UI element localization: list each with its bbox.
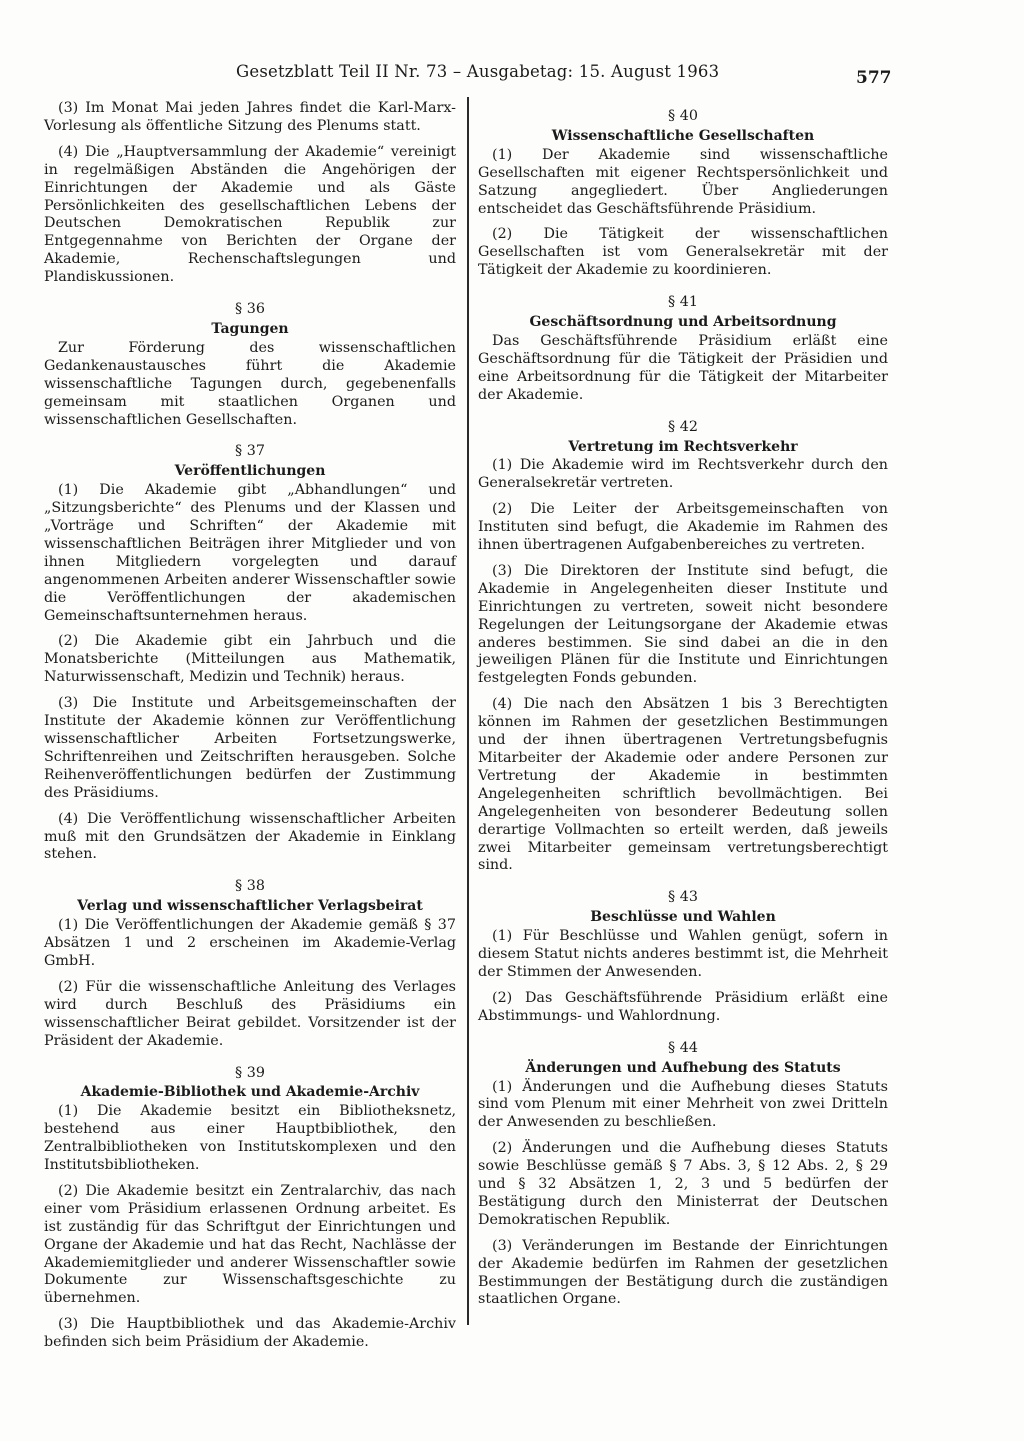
section-number: § 42 xyxy=(668,418,698,435)
paragraph: (4) Die Veröffentlichung wissenschaftlicher Arbeiten muß mit den Grundsätzen der Akademie in Einklang stehen. xyxy=(44,810,456,863)
paragraph: (2) Änderungen und die Aufhebung dieses Statuts sowie Beschlüsse gemäß § 7 Abs. 3, § 12 Abs. 2, § 29 und § 32 Absätzen 1, 2, 3 und 5 bedürfen der Bestätigung durch den Ministerrat der Deutschen Demokratischen Republik. xyxy=(478,1140,888,1228)
column-divider xyxy=(467,97,469,1325)
section-number: § 43 xyxy=(668,889,698,906)
section-number: § 40 xyxy=(668,108,698,124)
section-heading: Verlag und wissenschaftlicher Verlagsbeirat xyxy=(77,898,423,915)
paragraph: (1) Für Beschlüsse und Wahlen genügt, sofern in diesem Statut nichts anderes bestimmt ist, die Mehrheit der Stimmen der Anwesenden. xyxy=(478,928,888,980)
paragraph: (2) Das Geschäftsführende Präsidium erläßt eine Abstimmungs- und Wahlordnung. xyxy=(478,989,888,1024)
section-number: § 44 xyxy=(668,1039,698,1056)
paragraph: (2) Die Akademie gibt ein Jahrbuch und die Monatsberichte (Mitteilungen aus Mathematik, Naturwissenschaft, Medizin und Technik) heraus. xyxy=(44,633,456,686)
section-heading: Akademie-Bibliothek und Akademie-Archiv xyxy=(80,1084,420,1101)
paragraph: Das Geschäftsführende Präsidium erläßt eine Geschäftsordnung für die Tätigkeit der Präsidien und eine Arbeitsordnung für die Tätigkeit der Mitarbeiter der Akademie. xyxy=(478,332,888,403)
section-heading: Beschlüsse und Wahlen xyxy=(590,909,776,926)
section-number: § 41 xyxy=(668,294,698,311)
section-heading: Tagungen xyxy=(211,320,289,337)
paragraph: (4) Die nach den Absätzen 1 bis 3 Berechtigten können im Rahmen der gesetzlichen Bestimmungen und der ihnen übertragenen Vertretungsbefugnis Mitarbeiter der Akademie oder andere Personen zur Vertretung der Akademie in bestimmten Angelegenheiten schriftlich bevollmächtigen. Bei Angelegenheiten von besonderer Bedeutung sollen derartige Vollmachten so erteilt werden, daß jeweils zwei Mitarbeiter gemeinsam vertretungsberechtigt sind. xyxy=(478,696,888,874)
paragraph: (1) Die Akademie gibt „Abhandlungen“ und „Sitzungsberichte“ des Plenums und der Klassen und „Vorträge und Schriften“ der Akademie mit wissenschaftlichen Beiträgen ihrer Mitglieder und von ihnen Mitgliedern vorgelegten und darauf angenommenen Arbeiten anderer Wissenschaftler sowie die Veröffentlichungen der akademischen Gemeinschaftsunternehmen heraus. xyxy=(44,482,456,624)
section-heading: Vertretung im Rechtsverkehr xyxy=(568,438,798,455)
paragraph: (3) Im Monat Mai jeden Jahres findet die Karl-Marx-Vorlesung als öffentliche Sitzung des Plenums statt. xyxy=(44,100,456,134)
paragraph: (3) Die Direktoren der Institute sind befugt, die Akademie in Angelegenheiten dieser Institute und Einrichtungen zu vertreten, soweit nicht besondere Regelungen der Leitungsorgane der Akademie etwas anderes bestimmen. Sie sind dabei an die in den jeweiligen Plänen für die Institute und Einrichtungen festgelegten Fonds gebunden. xyxy=(478,562,888,687)
page-number: 577 xyxy=(856,68,892,88)
paragraph: (1) Die Akademie wird im Rechtsverkehr durch den Generalsekretär vertreten. xyxy=(478,457,888,492)
paragraph: (2) Die Leiter der Arbeitsgemeinschaften von Instituten sind befugt, die Akademie im Rahmen des ihnen übertragenen Aufgabenbereiches zu vertreten. xyxy=(478,501,888,554)
paragraph: (2) Die Akademie besitzt ein Zentralarchiv, das nach einer vom Präsidium erlassenen Ordnung arbeitet. Es ist zuständig für das Schriftgut der Einrichtungen und Organe der Akademie und hat das Recht, Nachlässe der Akademiemitglieder und anderer Wissenschaftler sowie Dokumente zur Wissenschaftsgeschichte zu übernehmen. xyxy=(44,1182,456,1307)
running-header: Gesetzblatt Teil II Nr. 73 – Ausgabetag: 15. August 1963 xyxy=(236,62,720,81)
paragraph: (1) Die Akademie besitzt ein Bibliotheksnetz, bestehend aus einer Hauptbibliothek, den Zentralbibliotheken von Institutskomplexen und den Institutsbibliotheken. xyxy=(44,1103,456,1174)
right-column xyxy=(478,100,888,1317)
paragraph: (3) Die Institute und Arbeitsgemeinschaften der Institute der Akademie können zur Veröffentlichung wissenschaftlicher Arbeiten Fortsetzungswerke, Schriftenreihen und Zeitschriften herausgeben. Solche Reihenveröffentlichungen bedürfen der Zustimmung des Präsidiums. xyxy=(44,695,456,801)
section-number: § 37 xyxy=(235,443,265,460)
paragraph: (1) Der Akademie sind wissenschaftliche Gesellschaften mit eigener Rechtspersönlichkeit und Satzung angegliedert. Über Angliederungen entscheidet das Geschäftsführende Präsidium. xyxy=(478,146,888,217)
section-number: § 39 xyxy=(235,1064,265,1081)
section-heading: Veröffentlichungen xyxy=(174,463,326,480)
paragraph: (4) Die „Hauptversammlung der Akademie“ vereinigt in regelmäßigen Abständen die Angehörigen der Einrichtungen der Akademie und als Gäste Persönlichkeiten des gesellschaftlichen Lebens der Deutschen Demokratischen Republik zur Entgegennahme von Berichten der Organe der Akademie, Rechenschaftslegungen und Plandiskussionen. xyxy=(44,143,456,286)
section-heading: Wissenschaftliche Gesellschaften xyxy=(551,127,815,144)
section-heading: Geschäftsordnung und Arbeitsordnung xyxy=(529,314,837,331)
section-number: § 38 xyxy=(235,878,265,895)
paragraph: (1) Die Veröffentlichungen der Akademie gemäß § 37 Absätzen 1 und 2 erscheinen im Akademie-Verlag GmbH. xyxy=(44,917,456,969)
paragraph: (3) Veränderungen im Bestande der Einrichtungen der Akademie bedürfen im Rahmen der gesetzlichen Bestimmungen der Bestätigung durch die zuständigen staatlichen Organe. xyxy=(478,1237,888,1308)
paragraph: (1) Änderungen und die Aufhebung dieses Statuts sind vom Plenum mit einer Mehrheit von zwei Dritteln der Anwesenden zu beschließen. xyxy=(478,1078,888,1131)
paragraph: Zur Förderung des wissenschaftlichen Gedankenaustausches führt die Akademie wissenschaftliche Tagungen durch, gegebenenfalls gemeinsam mit staatlichen Organen und wissenschaftlichen Gesellschaften. xyxy=(44,339,456,428)
section-number: § 36 xyxy=(235,301,265,318)
paragraph: (3) Die Hauptbibliothek und das Akademie-Archiv befinden sich beim Präsidium der Akademie. xyxy=(44,1316,456,1351)
paragraph: (2) Die Tätigkeit der wissenschaftlichen Gesellschaften ist vom Generalsekretär mit der Tätigkeit der Akademie zu koordinieren. xyxy=(478,226,888,279)
paragraph: (2) Für die wissenschaftliche Anleitung des Verlages wird durch Beschluß des Präsidiums ein wissenschaftlicher Beirat gebildet. Vorsitzender ist der Präsident der Akademie. xyxy=(44,978,456,1049)
left-column xyxy=(44,100,456,1360)
section-heading: Änderungen und Aufhebung des Statuts xyxy=(525,1059,841,1076)
